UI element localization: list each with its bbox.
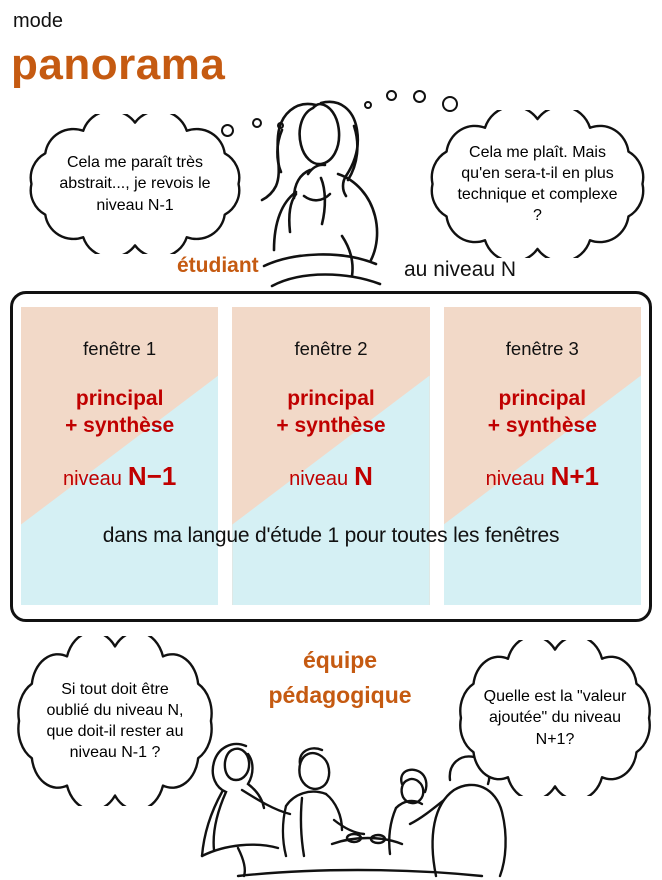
team-label-line2: pédagogique [268,682,412,708]
student-level-label: au niveau N [404,258,517,281]
content-line: + synthèse [276,414,386,438]
content-line: principal [75,387,164,410]
panel-note: dans ma langue d'étude 1 pour toutes les fenêtres [102,524,560,547]
content-line: + synthèse [487,414,597,438]
content-line: principal [287,387,375,410]
window-content [232,385,429,440]
window-card-2 [232,307,429,605]
windows-panel [10,291,652,622]
content-line: principal [498,387,587,410]
thought-bubble-student-left [26,114,244,254]
window-content [444,385,641,440]
thought-bubble-student-right [427,110,648,258]
window-level [444,461,641,492]
window-card-3 [444,307,641,605]
level-prefix: niveau [62,467,122,490]
window-title: fenêtre 2 [294,338,368,359]
page-title: panorama [11,40,226,89]
window-card-1 [21,307,218,605]
team-label-line1: équipe [302,647,378,673]
thought-bubble-team-right [456,640,654,796]
level-prefix: niveau [485,467,545,490]
thought-text: Cela me plaît. Mais qu'en sera-t-il en plus technique et complexe ? [457,143,618,225]
level-value: N [354,460,373,491]
level-value: N−1 [127,460,177,491]
level-value: N+1 [550,460,599,491]
window-title: fenêtre 3 [505,338,579,359]
student-illustration [238,86,413,293]
content-line: + synthèse [65,414,175,438]
window-title: fenêtre 1 [83,338,157,359]
thought-text: Si tout doit être oublié du niveau N, que doit-il rester au niveau N-1 ? [46,680,184,762]
thought-text: Cela me paraît très abstrait..., je revois le niveau N-1 [59,154,211,214]
thought-dot [413,90,426,103]
mode-label: mode [13,10,64,32]
window-content [21,385,218,440]
thought-text: Quelle est la "valeur ajoutée" du niveau N+1? [483,688,627,748]
team-label [230,643,450,713]
thought-bubble-team-left [14,636,216,806]
student-label: étudiant [177,254,259,277]
level-prefix: niveau [289,467,349,490]
window-level [21,461,218,492]
window-level [232,461,429,492]
